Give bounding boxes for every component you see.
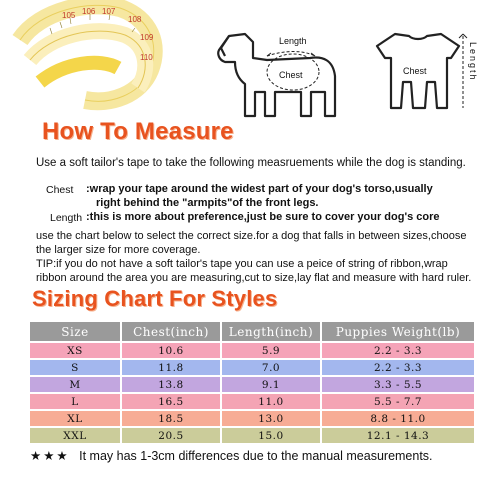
top-length-label: Length bbox=[468, 42, 478, 82]
sizing-table bbox=[28, 320, 476, 445]
table-cell-weight: 8.8 - 11.0 bbox=[321, 410, 475, 427]
table-cell-chest: 11.8 bbox=[121, 359, 221, 376]
column-header-weight: Puppies Weight(lb) bbox=[321, 321, 475, 342]
table-row bbox=[29, 376, 475, 393]
table-cell-size: S bbox=[29, 359, 121, 376]
column-header-length: Length(inch) bbox=[221, 321, 321, 342]
column-header-chest: Chest(inch) bbox=[121, 321, 221, 342]
table-cell-length: 11.0 bbox=[221, 393, 321, 410]
table-row bbox=[29, 342, 475, 359]
table-cell-size: XS bbox=[29, 342, 121, 359]
footnote-text: It may has 1-3cm differences due to the manual measurements. bbox=[79, 449, 433, 463]
table-cell-chest: 16.5 bbox=[121, 393, 221, 410]
table-cell-weight: 3.3 - 5.5 bbox=[321, 376, 475, 393]
table-row bbox=[29, 410, 475, 427]
chest-label: Chest bbox=[279, 70, 303, 80]
table-cell-weight: 2.2 - 3.3 bbox=[321, 359, 475, 376]
table-cell-size: M bbox=[29, 376, 121, 393]
table-cell-size: L bbox=[29, 393, 121, 410]
dog-side-diagram bbox=[215, 28, 345, 123]
chest-description: :wrap your tape around the widest part of your dog's torso,usually bbox=[86, 183, 433, 195]
tape-mark: 105 bbox=[62, 11, 76, 20]
sizing-chart bbox=[28, 320, 474, 445]
chart-note-line-2: the larger size for more coverage. bbox=[36, 244, 201, 256]
table-cell-length: 15.0 bbox=[221, 427, 321, 444]
tape-mark: 108 bbox=[128, 15, 142, 24]
length-term: Length bbox=[50, 212, 83, 224]
table-cell-length: 9.1 bbox=[221, 376, 321, 393]
measurement-footnote bbox=[30, 448, 433, 463]
table-cell-chest: 10.6 bbox=[121, 342, 221, 359]
dog-side-icon bbox=[218, 34, 335, 116]
chest-term: Chest bbox=[46, 184, 74, 196]
tip-line-2: ribbon around the area you are measuring,cut to size,lay flat and measure with hard ruler. bbox=[36, 272, 472, 284]
chest-description-cont: right behind the "armpits"of the front legs. bbox=[96, 197, 319, 209]
sizing-chart-title: Sizing Chart For Styles bbox=[32, 286, 278, 311]
table-cell-weight: 5.5 - 7.7 bbox=[321, 393, 475, 410]
tape-mark: 109 bbox=[140, 33, 154, 42]
dog-top-diagram bbox=[355, 28, 495, 123]
how-to-measure-title: How To Measure bbox=[42, 118, 234, 145]
tip-line-1: TIP:if you do not have a soft tailor's tape you can use a peice of string of ribbon,wrap bbox=[36, 258, 448, 270]
table-cell-chest: 18.5 bbox=[121, 410, 221, 427]
table-cell-length: 7.0 bbox=[221, 359, 321, 376]
column-header-size: Size bbox=[29, 321, 121, 342]
table-cell-chest: 20.5 bbox=[121, 427, 221, 444]
table-cell-length: 5.9 bbox=[221, 342, 321, 359]
table-row bbox=[29, 359, 475, 376]
measuring-tape-illustration bbox=[0, 0, 170, 120]
table-cell-weight: 2.2 - 3.3 bbox=[321, 342, 475, 359]
table-cell-weight: 12.1 - 14.3 bbox=[321, 427, 475, 444]
top-chest-label: Chest bbox=[403, 66, 427, 76]
table-cell-size: XL bbox=[29, 410, 121, 427]
measure-intro: Use a soft tailor's tape to take the following measruements while the dog is standing. bbox=[36, 157, 466, 169]
table-cell-size: XXL bbox=[29, 427, 121, 444]
table-header-row bbox=[29, 321, 475, 342]
table-row bbox=[29, 393, 475, 410]
tape-mark: 106 bbox=[82, 7, 96, 16]
table-cell-length: 13.0 bbox=[221, 410, 321, 427]
star-icons: ★★★ bbox=[30, 449, 70, 463]
table-cell-chest: 13.8 bbox=[121, 376, 221, 393]
length-description: :this is more about preference,just be sure to cover your dog's core bbox=[86, 211, 440, 223]
chart-note-line-1: use the chart below to select the correct size.for a dog that falls in between sizes,choose bbox=[36, 230, 467, 242]
tape-mark: 110 bbox=[140, 53, 153, 62]
table-row bbox=[29, 427, 475, 444]
tape-mark: 107 bbox=[102, 7, 116, 16]
length-label: Length bbox=[279, 36, 307, 46]
